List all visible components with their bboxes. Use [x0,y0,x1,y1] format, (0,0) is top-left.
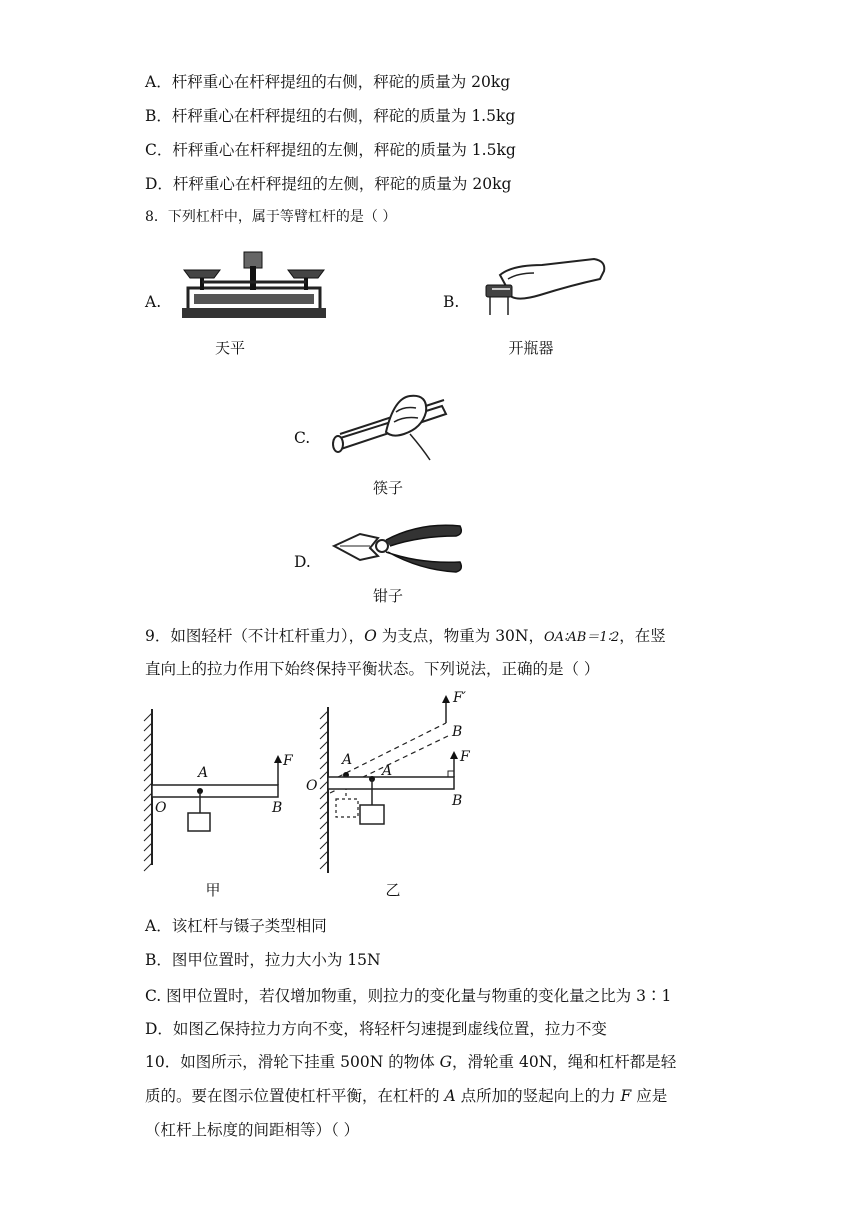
q10-text-d: 点所加的竖起向上的力 [455,1087,621,1105]
label-B-raised-yi: B [452,724,463,740]
q8-caption-a: 天平 [214,339,245,357]
q8-option-a-label: A. [145,293,162,311]
q10-text-c: 质的。要在图示位置使杠杆平衡，在杠杆的 [145,1087,445,1105]
q7-option-a: A．杆秤重心在杆秤提纽的右侧，秤砣的质量为 20kg [145,73,511,91]
label-F-prime-yi: F′ [453,690,466,706]
q10-symbol-G: G [439,1053,453,1071]
label-F-jia: F [283,753,293,769]
q9-option-a: A．该杠杆与镊子类型相同 [145,917,327,935]
q10-text-a: 10．如图所示，滑轮下挂重 500N 的物体 [145,1053,440,1071]
label-B-yi: B [452,793,463,809]
q8-caption-d: 钳子 [372,587,403,605]
q8-caption-c: 筷子 [372,479,403,497]
chopsticks-icon [330,388,450,464]
q8-caption-b: 开瓶器 [508,339,554,357]
q9-stem-text-b: 为支点，物重为 30N， [376,627,544,645]
q9-stem-ratio: OA∶AB＝1∶2 [543,630,620,645]
q8-option-b-label: B. [443,293,460,311]
lever-figure-jia [140,705,310,875]
figure-caption-jia: 甲 [205,881,221,899]
lever-bar [152,785,278,797]
q7-option-b: B．杆秤重心在杆秤提纽的右侧，秤砣的质量为 1.5kg [145,107,516,125]
label-A-jia: A [198,765,209,781]
pliers-icon [330,518,466,576]
bottle-opener-icon [482,255,610,321]
q7-option-d: D．杆秤重心在杆秤提纽的左侧，秤砣的质量为 20kg [145,175,512,193]
label-O-yi: O [306,778,318,794]
q10-line2 [145,1086,667,1106]
q9-option-b: B．图甲位置时，拉力大小为 15N [145,951,381,969]
q8-stem: 8．下列杠杆中，属于等臂杠杆的是（ ） [145,209,397,225]
q9-stem-text-a: 9．如图轻杆（不计杠杆重力）， [145,627,365,645]
q10-symbol-A: A [444,1087,456,1105]
q9-stem-line2: 直向上的拉力作用下始终保持平衡状态。下列说法，正确的是（ ） [145,660,600,678]
label-B-jia: B [272,800,283,816]
q10-text-e: 应是 [631,1087,668,1105]
weight-block [188,813,210,831]
wall-hatching [144,709,152,871]
q10-line3: （杠杆上标度的间距相等）（ ） [145,1121,360,1139]
label-A-raised-yi: A [342,752,353,768]
q9-stem-text-c: ，在竖 [619,627,666,645]
label-A-yi: A [382,763,393,779]
q7-option-c: C．杆秤重心在杆秤提纽的左侧，秤砣的质量为 1.5kg [145,141,516,159]
label-O-jia: O [155,800,167,816]
q8-option-d-label: D. [294,553,311,571]
figure-caption-yi: 乙 [385,881,401,899]
q9-option-d: D．如图乙保持拉力方向不变，将轻杆匀速提到虚线位置，拉力不变 [145,1020,607,1038]
balance-scale-icon [180,248,328,324]
q10-text-b: ，滑轮重 40N，绳和杠杆都是轻 [452,1053,677,1071]
q10-line1 [145,1052,676,1072]
label-F-yi: F [460,749,470,765]
q8-option-c-label: C. [294,429,311,447]
wall-hatching [320,707,328,873]
q9-option-c: C. 图甲位置时，若仅增加物重，则拉力的变化量与物重的变化量之比为 3∶1 [145,987,672,1005]
q9-stem-line1 [145,626,666,648]
lever-figure-yi [310,693,480,878]
q10-symbol-F: F [620,1087,632,1105]
weight-block [360,805,384,824]
q9-stem-O: O [364,627,377,645]
